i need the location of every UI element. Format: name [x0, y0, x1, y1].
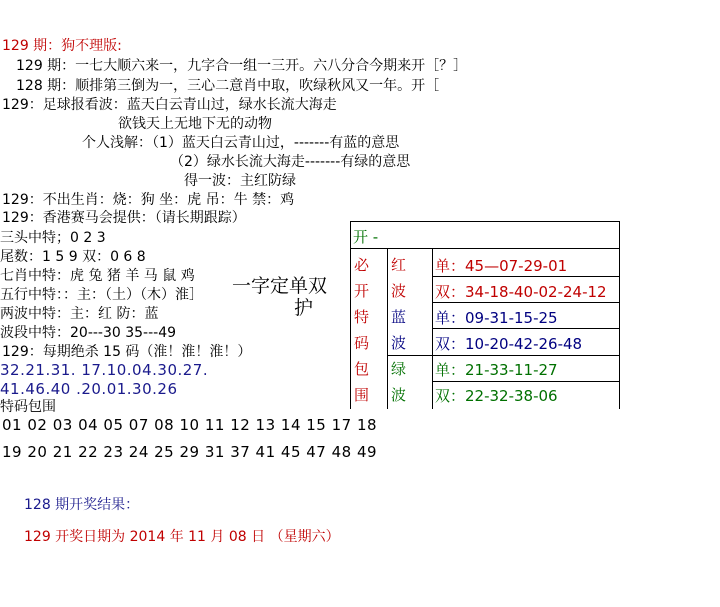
divider — [433, 381, 619, 382]
kill-numbers-2: 41.46.40 .20.01.30.26 — [0, 380, 178, 398]
tails-line: 尾数：1 5 9 双：0 6 8 — [0, 249, 146, 265]
riddle-line-128: 128 期：顺排第三倒为一，三心二意肖中取，吹绿秋风又一年。开［ — [16, 78, 440, 94]
kill-numbers-1: 32.21.31. 17.10.04.30.27. — [0, 361, 209, 379]
red-even-numbers: 双：34-18-40-02-24-12 — [435, 283, 607, 301]
wave-label-red: 红 — [391, 256, 407, 274]
football-line: 129：足球报看波：蓝天白云青山过，绿水长流大海走 — [2, 97, 337, 113]
five-elements-line: 五行中特：：主：（土）（木）淮］ — [0, 287, 203, 303]
wave-segment-line: 波段中特：20---30 35---49 — [0, 325, 177, 341]
interpretation-1: 个人浅解：（1）蓝天白云青山过，-------有蓝的意思 — [82, 135, 400, 151]
wave-result: 得一波：主红防绿 — [184, 173, 296, 189]
side-char: 必 — [354, 256, 370, 274]
special-code-title: 特码包围 — [0, 399, 56, 415]
draw-date: 129 开奖日期为 2014 年 11 月 08 日 （星期六） — [24, 529, 340, 545]
wave-label-green: 波 — [391, 386, 407, 404]
wave-label-column — [388, 249, 433, 409]
jockey-club-line: 129：香港赛马会提供：（请长期跟踪） — [2, 210, 246, 226]
issue-title: 129 期：狗不理版: — [2, 38, 122, 54]
wave-label-red: 波 — [391, 282, 407, 300]
side-char: 包 — [354, 360, 370, 378]
wave-label-blue: 蓝 — [391, 308, 407, 326]
wave-label-green: 绿 — [391, 360, 407, 378]
divider — [433, 302, 619, 303]
red-odd-numbers: 单：45—07-29-01 — [435, 257, 568, 275]
side-char: 特 — [354, 308, 370, 326]
animal-riddle: 欲钱天上无地下无的动物 — [118, 116, 272, 132]
divider — [433, 276, 619, 277]
side-char: 围 — [354, 386, 370, 404]
seven-zodiac-line: 七肖中特：虎 兔 猪 羊 马 鼠 鸡 — [0, 268, 195, 284]
side-label-column — [351, 249, 388, 409]
interpretation-2: （2）绿水长流大海走-------有绿的意思 — [170, 154, 411, 170]
two-waves-line: 两波中特：主：红 防：蓝 — [0, 306, 159, 322]
wave-table — [350, 221, 620, 409]
draw-results-title: 128 期开奖结果： — [24, 497, 140, 513]
table-header: 开 - — [353, 228, 379, 246]
table-header-row — [351, 222, 619, 249]
green-even-numbers: 双：22-32-38-06 — [435, 387, 558, 405]
special-numbers-1: 01 02 03 04 05 07 08 10 11 12 13 14 15 17 18 — [2, 416, 378, 434]
blue-even-numbers: 双：10-20-42-26-48 — [435, 335, 583, 353]
kill-numbers-title: 129：每期绝杀 15 码（淮！淮！淮！） — [2, 344, 252, 360]
divider — [433, 328, 619, 329]
side-char: 开 — [354, 282, 370, 300]
odd-even-banner-2: 护 — [294, 297, 314, 319]
heads-line: 三头中特；0 2 3 — [0, 230, 106, 246]
side-char: 码 — [354, 334, 370, 352]
special-numbers-2: 19 20 21 22 23 24 25 29 31 37 41 45 47 48 49 — [2, 443, 378, 461]
green-odd-numbers: 单：21-33-11-27 — [435, 361, 558, 379]
divider — [388, 355, 619, 356]
excluded-zodiac: 129：不出生肖：烧：狗 坐：虎 吊：牛 禁：鸡 — [2, 192, 295, 208]
odd-even-banner: 一字定单双 — [232, 275, 328, 297]
blue-odd-numbers: 单：09-31-15-25 — [435, 309, 558, 327]
wave-label-blue: 波 — [391, 334, 407, 352]
riddle-line-129: 129 期：一七大顺六来一，九字合一组一三开。六八分合今期来开［？］ — [16, 58, 468, 74]
